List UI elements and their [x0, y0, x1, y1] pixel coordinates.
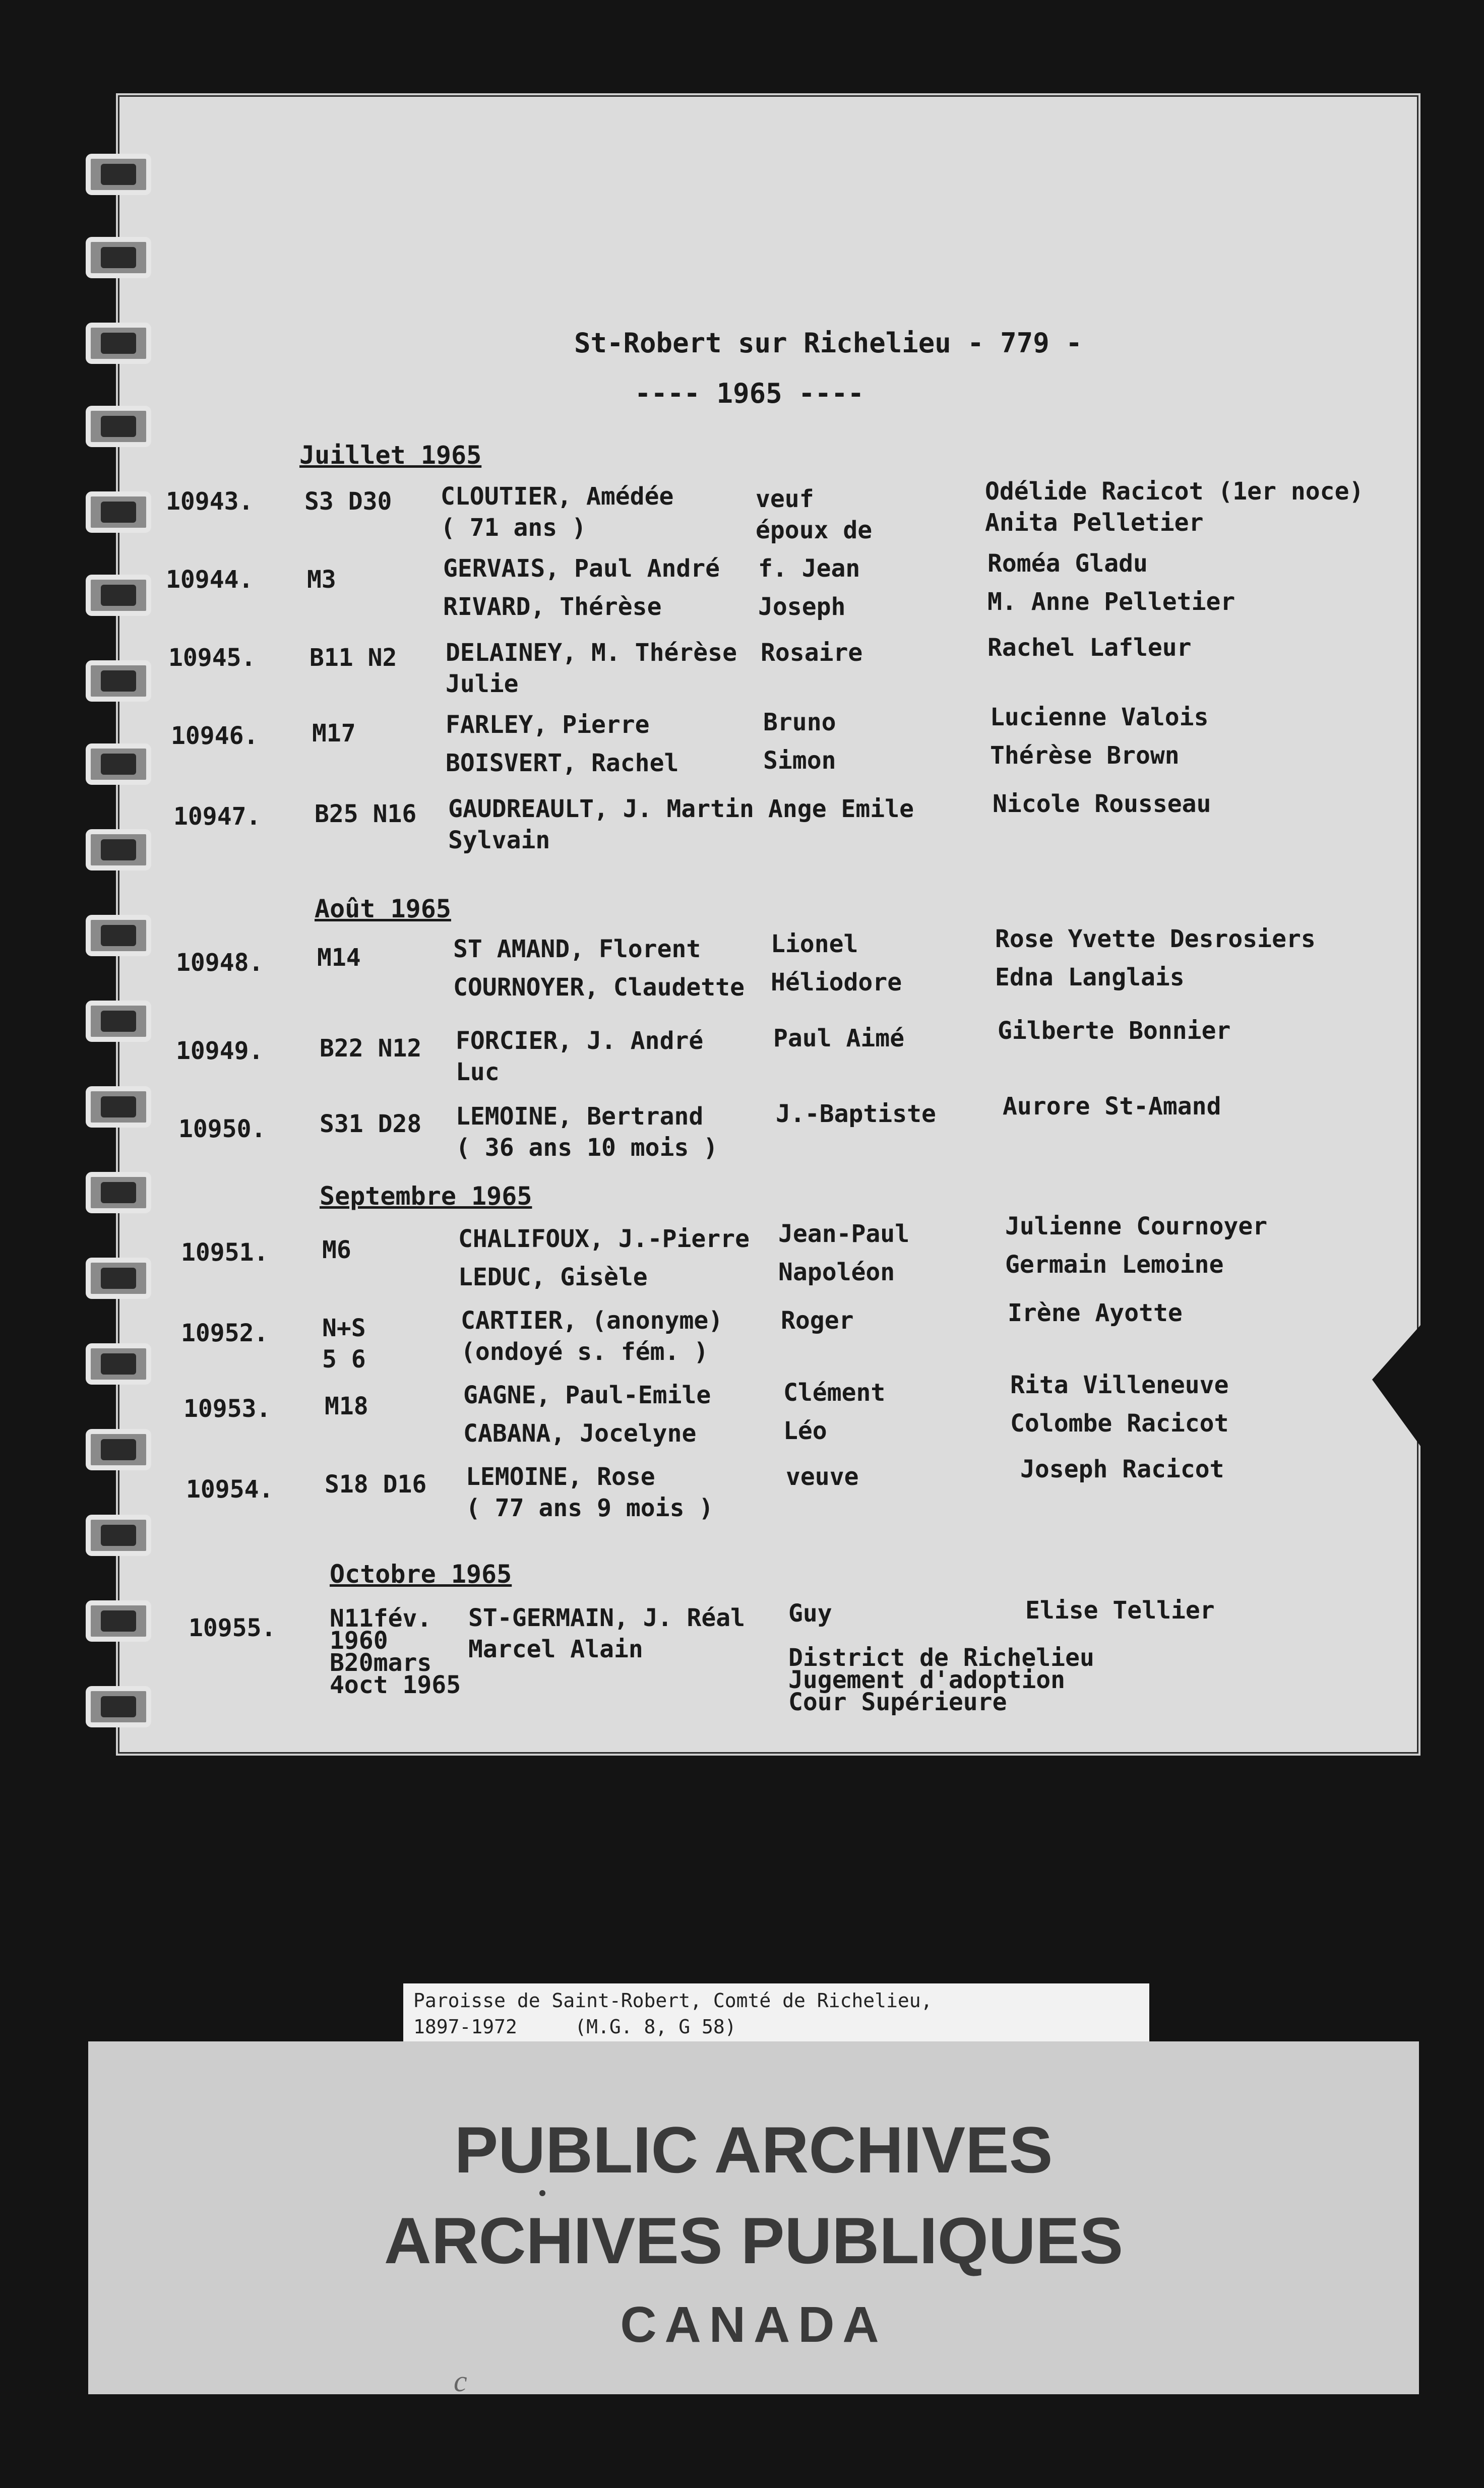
entry-relation: Jean-Paul Napoléon — [778, 1220, 910, 1286]
entry-name: FARLEY, Pierre BOISVERT, Rachel — [446, 711, 679, 777]
entry-number: 10952. — [181, 1319, 269, 1347]
binding-ring — [86, 1686, 151, 1727]
entry-code: M14 — [317, 944, 361, 972]
entry-number: 10955. — [189, 1614, 276, 1642]
binding-ring — [86, 491, 151, 533]
entry-other: Irène Ayotte — [1008, 1299, 1183, 1327]
entry-other: Nicole Rousseau — [993, 790, 1211, 818]
entry-relation: veuve — [786, 1463, 859, 1491]
section-septembre: Septembre 1965 — [320, 1181, 532, 1211]
entry-code: N11fév. 1960 B20mars 4oct 1965 — [330, 1604, 461, 1699]
entry-relation: Rosaire — [761, 639, 863, 667]
entry-name: DELAINEY, M. Thérèse Julie — [446, 639, 737, 698]
page-title: St-Robert sur Richelieu - 779 - — [574, 327, 1082, 359]
binding-ring — [86, 1343, 151, 1385]
entry-name: CARTIER, (anonyme) (ondoyé s. fém. ) — [461, 1307, 723, 1366]
binding-ring — [86, 1258, 151, 1299]
entry-other: Rachel Lafleur — [987, 634, 1192, 662]
entry-relation: Paul Aimé — [773, 1024, 905, 1052]
binding-ring — [86, 575, 151, 616]
entry-other: Rita Villeneuve Colombe Racicot — [1010, 1371, 1229, 1438]
archives-title-fr: ARCHIVES PUBLIQUES — [384, 2204, 1124, 2277]
binding-ring — [86, 1172, 151, 1213]
archives-title-en: PUBLIC ARCHIVES — [454, 2113, 1053, 2187]
entry-other: Joseph Racicot — [1020, 1455, 1224, 1483]
binding-ring — [86, 660, 151, 702]
entry-relation: f. Jean Joseph — [758, 554, 860, 621]
binding-ring — [86, 829, 151, 870]
entry-number: 10946. — [171, 722, 259, 750]
entry-code: S3 D30 — [304, 487, 392, 516]
entry-number: 10951. — [181, 1238, 269, 1267]
entry-code: M18 — [325, 1392, 368, 1420]
entry-name: ST AMAND, Florent COURNOYER, Claudette — [453, 935, 745, 1002]
entry-code: S18 D16 — [325, 1470, 427, 1499]
entry-name: CLOUTIER, Amédée ( 71 ans ) — [441, 482, 674, 542]
archive-reference-label — [403, 1983, 1149, 2046]
page-year: ---- 1965 ---- — [635, 378, 864, 409]
entry-name: FORCIER, J. André Luc — [456, 1027, 704, 1086]
binding-ring — [86, 154, 151, 195]
margin-mark: c — [454, 2365, 467, 2398]
entry-other: Rose Yvette Desrosiers Edna Langlais — [995, 925, 1316, 991]
public-archives-card — [88, 2041, 1419, 2394]
entry-other: Julienne Cournoyer Germain Lemoine — [1005, 1212, 1268, 1279]
binding-ring — [86, 1001, 151, 1042]
entry-relation: Bruno Simon — [763, 708, 836, 775]
entry-name: LEMOINE, Rose ( 77 ans 9 mois ) — [466, 1463, 714, 1522]
entry-number: 10954. — [186, 1475, 274, 1504]
entry-number: 10947. — [173, 802, 261, 831]
label-line-2: 1897-1972 (M.G. 8, G 58) — [413, 2016, 736, 2038]
binding-ring — [86, 1600, 151, 1642]
entry-name: ST-GERMAIN, J. Réal Marcel Alain — [468, 1604, 746, 1663]
entry-code: M3 — [307, 566, 336, 594]
binding-ring — [86, 237, 151, 278]
archives-country: CANADA — [620, 2296, 887, 2353]
entry-name: LEMOINE, Bertrand ( 36 ans 10 mois ) — [456, 1102, 718, 1162]
entry-number: 10953. — [183, 1395, 271, 1423]
binding-ring — [86, 323, 151, 364]
binding-ring — [86, 915, 151, 956]
entry-code: N+S 5 6 — [322, 1314, 366, 1374]
entry-code: M17 — [312, 719, 356, 748]
entry-number: 10950. — [178, 1115, 266, 1143]
binding-ring — [86, 743, 151, 785]
entry-relation: J.-Baptiste — [776, 1100, 936, 1128]
entry-number: 10943. — [166, 487, 254, 516]
section-juillet: Juillet 1965 — [299, 441, 482, 470]
entry-number: 10944. — [166, 566, 254, 594]
entry-name: CHALIFOUX, J.-Pierre LEDUC, Gisèle — [458, 1225, 750, 1291]
entry-other: Aurore St-Amand — [1003, 1092, 1221, 1121]
entry-relation: Lionel Héliodore — [771, 930, 902, 997]
separator-dot — [539, 2190, 545, 2196]
entry-other: Odélide Racicot (1er noce) Anita Pelletier — [985, 477, 1364, 537]
entry-name: GAGNE, Paul-Emile CABANA, Jocelyne — [463, 1381, 711, 1448]
section-aout: Août 1965 — [315, 894, 451, 923]
entry-code: S31 D28 — [320, 1110, 422, 1138]
entry-relation: Roger — [781, 1307, 854, 1335]
entry-relation: veuf époux de — [756, 485, 873, 544]
entry-other: Roméa Gladu M. Anne Pelletier — [987, 549, 1235, 616]
entry-name: GERVAIS, Paul André RIVARD, Thérèse — [443, 554, 720, 621]
entry-code: B25 N16 — [315, 800, 417, 828]
entry-other: Elise Tellier — [1025, 1596, 1215, 1625]
entry-number: 10948. — [176, 949, 264, 977]
entry-other: Lucienne Valois Thérèse Brown — [990, 703, 1209, 770]
section-octobre: Octobre 1965 — [330, 1560, 512, 1589]
entry-number: 10949. — [176, 1037, 264, 1065]
entry-relation: Ange Emile — [768, 795, 914, 823]
binding-ring — [86, 1086, 151, 1128]
label-line-1: Paroisse de Saint-Robert, Comté de Richelieu, — [413, 1989, 933, 2012]
entry-other: Gilberte Bonnier — [998, 1017, 1231, 1045]
entry-code: B22 N12 — [320, 1034, 422, 1063]
entry-code: M6 — [322, 1236, 351, 1264]
binding-ring — [86, 406, 151, 447]
entry-name: GAUDREAULT, J. Martin Sylvain — [448, 795, 754, 854]
register-page — [116, 93, 1420, 1756]
entry-relation: Guy District de Richelieu Jugement d'adoption Cour Supérieure — [788, 1599, 1094, 1716]
binding-ring — [86, 1515, 151, 1556]
entry-code: B11 N2 — [310, 644, 397, 672]
entry-relation: Clément Léo — [783, 1379, 886, 1445]
binding-ring — [86, 1429, 151, 1470]
entry-number: 10945. — [168, 644, 256, 672]
